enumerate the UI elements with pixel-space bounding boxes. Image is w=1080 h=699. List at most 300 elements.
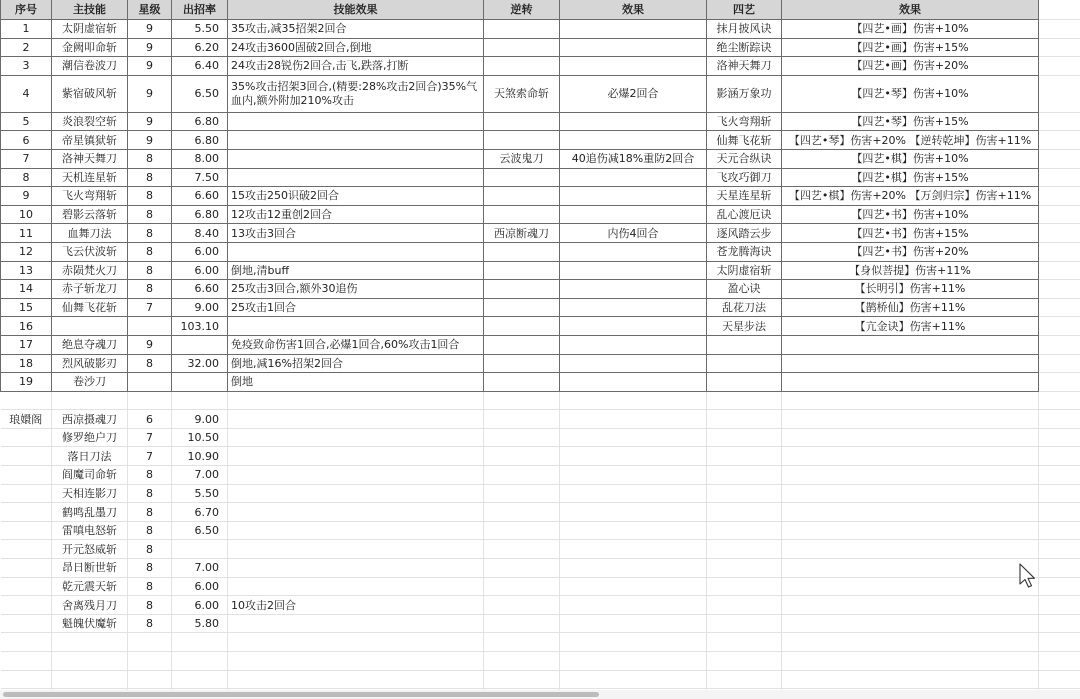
cell-reversal-effect[interactable] [560,205,707,224]
empty-cell[interactable] [1039,410,1080,429]
empty-cell[interactable] [172,391,228,410]
cell-star-level[interactable]: 8 [128,540,172,559]
cell-index[interactable]: 19 [1,373,52,392]
cell-skill-effect[interactable]: 倒地,清buff [228,261,484,280]
cell-main-skill[interactable]: 赤陨梵火刀 [52,261,128,280]
cell-skill-effect[interactable] [228,428,484,447]
empty-cell[interactable] [1039,391,1080,410]
empty-cell[interactable] [1039,447,1080,466]
cell-four-arts-effect[interactable] [782,354,1039,373]
cell-star-level[interactable]: 9 [128,335,172,354]
cell-reversal[interactable] [484,57,560,76]
cell-reversal[interactable] [484,38,560,57]
empty-cell[interactable] [707,596,782,615]
cell-star-level[interactable]: 7 [128,428,172,447]
cell-reversal[interactable] [484,335,560,354]
cell-four-arts-effect[interactable]: 【四艺•书】伤害+15% [782,224,1039,243]
cell-star-level[interactable]: 8 [128,168,172,187]
empty-cell[interactable] [52,652,128,671]
cell-main-skill[interactable]: 紫宿破风斩 [52,75,128,112]
cell-index[interactable]: 16 [1,317,52,336]
empty-cell[interactable] [1039,75,1080,112]
cell-reversal[interactable] [484,168,560,187]
cell-reversal[interactable] [484,187,560,206]
cell-skill-effect[interactable] [228,317,484,336]
empty-cell[interactable] [707,670,782,689]
cell-star-level[interactable]: 8 [128,503,172,522]
empty-cell[interactable] [560,540,707,559]
cell-star-level[interactable]: 8 [128,596,172,615]
cell-main-skill[interactable]: 血舞刀法 [52,224,128,243]
cell-skill-effect[interactable]: 24攻击28锐伤2回合,击飞,跌落,打断 [228,57,484,76]
empty-cell[interactable] [707,577,782,596]
cell-reversal[interactable] [484,317,560,336]
cell-star-level[interactable]: 9 [128,75,172,112]
empty-cell[interactable] [707,521,782,540]
cell-four-arts[interactable] [707,335,782,354]
empty-cell[interactable] [560,633,707,652]
cell-four-arts-effect[interactable]: 【四艺•书】伤害+20% [782,242,1039,261]
cell-skill-effect[interactable]: 倒地 [228,373,484,392]
cell-skill-effect[interactable] [228,559,484,578]
cell-star-level[interactable]: 7 [128,447,172,466]
cell-skill-effect[interactable]: 12攻击12重创2回合 [228,205,484,224]
cell-reversal-effect[interactable] [560,335,707,354]
empty-cell[interactable] [1039,652,1080,671]
cell-reversal-effect[interactable] [560,373,707,392]
horizontal-scrollbar[interactable] [0,690,1080,699]
empty-cell[interactable] [1,652,52,671]
cell-four-arts[interactable]: 逐风踏云步 [707,224,782,243]
empty-cell[interactable] [1039,335,1080,354]
cell-trigger-rate[interactable]: 6.00 [172,596,228,615]
empty-cell[interactable] [560,614,707,633]
cell-index[interactable]: 4 [1,75,52,112]
empty-cell[interactable] [1,633,52,652]
cell-four-arts[interactable]: 盈心诀 [707,280,782,299]
cell-reversal[interactable] [484,373,560,392]
cell-four-arts[interactable]: 苍龙腾海诀 [707,242,782,261]
empty-cell[interactable] [1039,112,1080,131]
cell-star-level[interactable]: 9 [128,57,172,76]
cell-skill-effect[interactable] [228,540,484,559]
empty-cell[interactable] [1039,261,1080,280]
cell-reversal-effect[interactable]: 必爆2回合 [560,75,707,112]
cell-trigger-rate[interactable]: 6.70 [172,503,228,522]
empty-cell[interactable] [1039,224,1080,243]
cell-reversal-effect[interactable] [560,57,707,76]
cell-four-arts-effect[interactable]: 【四艺•琴】伤害+20% 【逆转乾坤】伤害+11% [782,131,1039,150]
cell-trigger-rate[interactable] [172,373,228,392]
empty-cell[interactable] [707,447,782,466]
cell-main-skill[interactable]: 开元怒威斩 [52,540,128,559]
section-label[interactable]: 琅嬛阁 [1,410,52,429]
empty-cell[interactable] [52,670,128,689]
cell-reversal-effect[interactable]: 内伤4回合 [560,224,707,243]
cell-main-skill[interactable]: 飞火弯翔斩 [52,187,128,206]
cell-trigger-rate[interactable] [172,335,228,354]
cell-main-skill[interactable]: 洛神天舞刀 [52,149,128,168]
cell-trigger-rate[interactable]: 6.80 [172,112,228,131]
cell-main-skill[interactable] [52,317,128,336]
cell-trigger-rate[interactable]: 32.00 [172,354,228,373]
cell-reversal[interactable] [484,298,560,317]
cell-reversal[interactable] [484,261,560,280]
cell-four-arts-effect[interactable]: 【四艺•画】伤害+15% [782,38,1039,57]
empty-cell[interactable] [1,540,52,559]
cell-trigger-rate[interactable]: 6.00 [172,577,228,596]
cell-reversal-effect[interactable] [560,20,707,39]
cell-skill-effect[interactable]: 免疫致命伤害1回合,必爆1回合,60%攻击1回合 [228,335,484,354]
cell-trigger-rate[interactable]: 10.90 [172,447,228,466]
empty-cell[interactable] [782,521,1039,540]
empty-cell[interactable] [1039,540,1080,559]
cell-trigger-rate[interactable] [172,540,228,559]
empty-cell[interactable] [484,391,560,410]
cell-index[interactable]: 13 [1,261,52,280]
cell-trigger-rate[interactable]: 7.00 [172,559,228,578]
cell-skill-effect[interactable]: 倒地,减16%招架2回合 [228,354,484,373]
cell-reversal[interactable] [484,131,560,150]
header-index[interactable]: 序号 [1,0,52,20]
cell-skill-effect[interactable] [228,503,484,522]
cell-main-skill[interactable]: 烈风破影刃 [52,354,128,373]
cell-four-arts[interactable]: 抹月披风诀 [707,20,782,39]
empty-cell[interactable] [560,670,707,689]
cell-trigger-rate[interactable]: 6.50 [172,521,228,540]
cell-four-arts-effect[interactable]: 【四艺•棋】伤害+10% [782,149,1039,168]
cell-reversal-effect[interactable] [560,298,707,317]
cell-four-arts-effect[interactable]: 【四艺•棋】伤害+15% [782,168,1039,187]
cell-reversal-effect[interactable] [560,168,707,187]
cell-main-skill[interactable]: 绝息夺魂刀 [52,335,128,354]
empty-cell[interactable] [707,466,782,485]
cell-trigger-rate[interactable]: 6.80 [172,131,228,150]
cell-trigger-rate[interactable]: 9.00 [172,410,228,429]
cell-main-skill[interactable]: 炎浪裂空斩 [52,112,128,131]
cell-four-arts[interactable]: 乱花刀法 [707,298,782,317]
empty-cell[interactable] [560,466,707,485]
cell-index[interactable]: 18 [1,354,52,373]
cell-trigger-rate[interactable]: 6.60 [172,187,228,206]
cell-skill-effect[interactable] [228,577,484,596]
cell-main-skill[interactable]: 乾元震天斩 [52,577,128,596]
cell-main-skill[interactable]: 落日刀法 [52,447,128,466]
empty-cell[interactable] [560,391,707,410]
cell-four-arts[interactable]: 天星连星斩 [707,187,782,206]
empty-cell[interactable] [1039,187,1080,206]
cell-reversal[interactable] [484,205,560,224]
cell-reversal-effect[interactable] [560,187,707,206]
cell-star-level[interactable]: 9 [128,112,172,131]
empty-cell[interactable] [1039,559,1080,578]
empty-cell[interactable] [1039,168,1080,187]
empty-cell[interactable] [52,391,128,410]
cell-skill-effect[interactable] [228,447,484,466]
empty-cell[interactable] [128,670,172,689]
cell-star-level[interactable]: 8 [128,521,172,540]
empty-cell[interactable] [484,428,560,447]
cell-four-arts-effect[interactable] [782,373,1039,392]
empty-cell[interactable] [782,652,1039,671]
cell-star-level[interactable]: 8 [128,224,172,243]
empty-cell[interactable] [1039,373,1080,392]
cell-four-arts-effect[interactable]: 【四艺•琴】伤害+10% [782,75,1039,112]
empty-cell[interactable] [1039,298,1080,317]
empty-cell[interactable] [484,577,560,596]
cell-skill-effect[interactable]: 10攻击2回合 [228,596,484,615]
empty-cell[interactable] [1039,614,1080,633]
cell-reversal-effect[interactable] [560,242,707,261]
empty-cell[interactable] [782,503,1039,522]
empty-cell[interactable] [1,466,52,485]
cell-reversal[interactable]: 云波鬼刀 [484,149,560,168]
cell-index[interactable]: 1 [1,20,52,39]
cell-trigger-rate[interactable]: 6.50 [172,75,228,112]
cell-main-skill[interactable]: 金阙叩命斩 [52,38,128,57]
cell-reversal-effect[interactable] [560,131,707,150]
empty-cell[interactable] [228,652,484,671]
cell-main-skill[interactable]: 天相连影刀 [52,484,128,503]
cell-trigger-rate[interactable]: 5.50 [172,484,228,503]
cell-four-arts[interactable] [707,373,782,392]
cell-reversal[interactable] [484,20,560,39]
cell-main-skill[interactable]: 卷沙刀 [52,373,128,392]
cell-skill-effect[interactable]: 24攻击3600固破2回合,倒地 [228,38,484,57]
header-skill-effect[interactable]: 技能效果 [228,0,484,20]
cell-trigger-rate[interactable]: 7.50 [172,168,228,187]
empty-cell[interactable] [1039,0,1080,20]
empty-cell[interactable] [560,652,707,671]
cell-four-arts[interactable]: 仙舞飞花斩 [707,131,782,150]
empty-cell[interactable] [782,614,1039,633]
cell-four-arts[interactable] [707,354,782,373]
empty-cell[interactable] [228,670,484,689]
cell-four-arts[interactable]: 太阴虚宿斩 [707,261,782,280]
empty-cell[interactable] [560,577,707,596]
cell-reversal[interactable] [484,112,560,131]
cell-index[interactable]: 12 [1,242,52,261]
header-four-arts[interactable]: 四艺 [707,0,782,20]
cell-reversal[interactable]: 西凉断魂刀 [484,224,560,243]
empty-cell[interactable] [484,484,560,503]
cell-trigger-rate[interactable]: 7.00 [172,466,228,485]
cell-star-level[interactable]: 8 [128,205,172,224]
cell-main-skill[interactable]: 昂日断世斩 [52,559,128,578]
empty-cell[interactable] [782,428,1039,447]
cell-star-level[interactable]: 8 [128,614,172,633]
cell-skill-effect[interactable] [228,484,484,503]
cell-main-skill[interactable]: 仙舞飞花斩 [52,298,128,317]
empty-cell[interactable] [1,391,52,410]
empty-cell[interactable] [1039,484,1080,503]
empty-cell[interactable] [707,540,782,559]
cell-skill-effect[interactable]: 25攻击3回合,额外30追伤 [228,280,484,299]
cell-trigger-rate[interactable]: 8.40 [172,224,228,243]
empty-cell[interactable] [228,633,484,652]
cell-four-arts-effect[interactable]: 【四艺•画】伤害+20% [782,57,1039,76]
cell-star-level[interactable]: 8 [128,577,172,596]
empty-cell[interactable] [560,503,707,522]
cell-skill-effect[interactable] [228,149,484,168]
cell-star-level[interactable]: 8 [128,187,172,206]
header-star-level[interactable]: 星级 [128,0,172,20]
empty-cell[interactable] [1039,280,1080,299]
cell-main-skill[interactable]: 阎魔司命斩 [52,466,128,485]
cell-skill-effect[interactable] [228,131,484,150]
cell-main-skill[interactable]: 飞云伏波斩 [52,242,128,261]
cell-star-level[interactable]: 6 [128,410,172,429]
cell-main-skill[interactable]: 西凉摄魂刀 [52,410,128,429]
cell-reversal-effect[interactable] [560,112,707,131]
empty-cell[interactable] [1039,577,1080,596]
empty-cell[interactable] [484,633,560,652]
cell-main-skill[interactable]: 鹤鸣乱墨刀 [52,503,128,522]
cell-main-skill[interactable]: 帝星镇狱斩 [52,131,128,150]
empty-cell[interactable] [1,559,52,578]
cell-index[interactable]: 6 [1,131,52,150]
empty-cell[interactable] [782,633,1039,652]
empty-cell[interactable] [707,559,782,578]
cell-trigger-rate[interactable]: 10.50 [172,428,228,447]
cell-trigger-rate[interactable]: 9.00 [172,298,228,317]
empty-cell[interactable] [560,521,707,540]
cell-main-skill[interactable]: 修罗绝户刀 [52,428,128,447]
cell-trigger-rate[interactable]: 6.80 [172,205,228,224]
empty-cell[interactable] [707,614,782,633]
cell-star-level[interactable]: 8 [128,484,172,503]
scrollbar-thumb[interactable] [3,692,599,697]
empty-cell[interactable] [1,503,52,522]
cell-trigger-rate[interactable]: 6.20 [172,38,228,57]
cell-main-skill[interactable]: 舍离残月刀 [52,596,128,615]
empty-cell[interactable] [560,559,707,578]
cell-four-arts[interactable]: 影涵万象功 [707,75,782,112]
header-main-skill[interactable]: 主技能 [52,0,128,20]
empty-cell[interactable] [484,652,560,671]
cell-main-skill[interactable]: 雷嗔电怒斩 [52,521,128,540]
empty-cell[interactable] [484,596,560,615]
empty-cell[interactable] [707,391,782,410]
cell-reversal-effect[interactable] [560,38,707,57]
empty-cell[interactable] [782,670,1039,689]
empty-cell[interactable] [782,484,1039,503]
empty-cell[interactable] [1039,149,1080,168]
empty-cell[interactable] [484,559,560,578]
cell-trigger-rate[interactable]: 6.40 [172,57,228,76]
cell-index[interactable]: 10 [1,205,52,224]
empty-cell[interactable] [707,410,782,429]
cell-index[interactable]: 3 [1,57,52,76]
cell-trigger-rate[interactable]: 6.00 [172,261,228,280]
empty-cell[interactable] [782,410,1039,429]
cell-index[interactable]: 2 [1,38,52,57]
cell-four-arts[interactable]: 洛神天舞刀 [707,57,782,76]
empty-cell[interactable] [1039,633,1080,652]
header-trigger-rate[interactable]: 出招率 [172,0,228,20]
empty-cell[interactable] [707,633,782,652]
cell-trigger-rate[interactable]: 8.00 [172,149,228,168]
empty-cell[interactable] [782,466,1039,485]
cell-star-level[interactable]: 8 [128,354,172,373]
cell-skill-effect[interactable]: 35攻击,减35招架2回合 [228,20,484,39]
empty-cell[interactable] [560,447,707,466]
cell-star-level[interactable] [128,373,172,392]
cell-reversal[interactable] [484,242,560,261]
empty-cell[interactable] [782,391,1039,410]
empty-cell[interactable] [1,670,52,689]
empty-cell[interactable] [782,577,1039,596]
cell-four-arts[interactable]: 绝尘断踪诀 [707,38,782,57]
cell-star-level[interactable]: 8 [128,466,172,485]
cell-four-arts-effect[interactable]: 【四艺•画】伤害+10% [782,20,1039,39]
cell-four-arts-effect[interactable] [782,335,1039,354]
empty-cell[interactable] [128,652,172,671]
cell-reversal-effect[interactable] [560,317,707,336]
empty-cell[interactable] [560,484,707,503]
empty-cell[interactable] [560,596,707,615]
empty-cell[interactable] [128,391,172,410]
cell-star-level[interactable]: 9 [128,38,172,57]
empty-cell[interactable] [1039,57,1080,76]
header-reversal[interactable]: 逆转 [484,0,560,20]
empty-cell[interactable] [228,391,484,410]
cell-star-level[interactable]: 9 [128,20,172,39]
cell-reversal-effect[interactable]: 40追伤减18%重防2回合 [560,149,707,168]
empty-cell[interactable] [782,559,1039,578]
empty-cell[interactable] [52,633,128,652]
cell-index[interactable]: 17 [1,335,52,354]
empty-cell[interactable] [560,428,707,447]
cell-skill-effect[interactable] [228,410,484,429]
cell-index[interactable]: 9 [1,187,52,206]
cell-star-level[interactable]: 8 [128,559,172,578]
empty-cell[interactable] [1,614,52,633]
cell-trigger-rate[interactable]: 6.00 [172,242,228,261]
empty-cell[interactable] [1,428,52,447]
cell-four-arts[interactable]: 乱心渡厄诀 [707,205,782,224]
cell-four-arts-effect[interactable]: 【身似菩提】伤害+11% [782,261,1039,280]
empty-cell[interactable] [707,484,782,503]
cell-four-arts-effect[interactable]: 【四艺•棋】伤害+20% 【万剑归宗】伤害+11% [782,187,1039,206]
empty-cell[interactable] [484,540,560,559]
cell-skill-effect[interactable]: 15攻击250识破2回合 [228,187,484,206]
cell-star-level[interactable]: 7 [128,298,172,317]
cell-four-arts-effect[interactable]: 【长明引】伤害+11% [782,280,1039,299]
cell-four-arts-effect[interactable]: 【亢金诀】伤害+11% [782,317,1039,336]
cell-four-arts[interactable]: 飞火弯翔斩 [707,112,782,131]
cell-skill-effect[interactable]: 13攻击3回合 [228,224,484,243]
cell-reversal-effect[interactable] [560,261,707,280]
cell-four-arts[interactable]: 飞攻巧御刀 [707,168,782,187]
cell-four-arts-effect[interactable]: 【四艺•琴】伤害+15% [782,112,1039,131]
empty-cell[interactable] [1039,354,1080,373]
empty-cell[interactable] [1,447,52,466]
empty-cell[interactable] [1039,466,1080,485]
cell-reversal-effect[interactable] [560,354,707,373]
empty-cell[interactable] [1039,205,1080,224]
empty-cell[interactable] [707,428,782,447]
empty-cell[interactable] [484,447,560,466]
empty-cell[interactable] [484,466,560,485]
cell-main-skill[interactable]: 碧影云落斩 [52,205,128,224]
empty-cell[interactable] [1039,596,1080,615]
empty-cell[interactable] [1,484,52,503]
empty-cell[interactable] [782,596,1039,615]
empty-cell[interactable] [1039,242,1080,261]
empty-cell[interactable] [1,596,52,615]
cell-index[interactable]: 15 [1,298,52,317]
